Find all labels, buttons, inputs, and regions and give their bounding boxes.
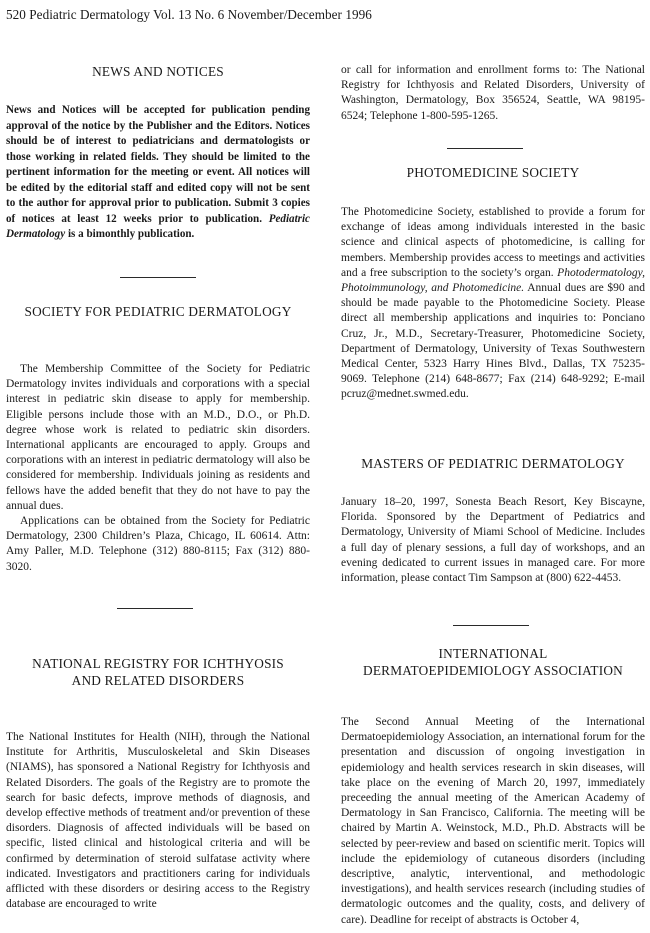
news-notices-text: News and Notices will be accepted for publication pending approval of the notice by the Publisher and the Editors. Notices should be of interest to pediatricians and dermatologists or those working in related fields. They should be limited to the pertinent information for the meeting or event. All notices will be edited by the editorial staff and edited copy will not be sent to the author for approval prior to publication. Submit 3 copies of notices at least 12 weeks prior to publication. bbox=[6, 104, 310, 225]
spd-paragraph-2: Applications can be obtained from the Society for Pediatric Dermatology, 2300 Children’s Plaza, Chicago, IL 60614. Attn: Amy Paller, M.D. Telephone (312) 880-8115; Fax (312) 880-3020. bbox=[6, 515, 310, 573]
ida-body bbox=[341, 715, 645, 928]
section-divider bbox=[117, 608, 193, 609]
ida-title-line-2: DERMATOEPIDEMIOLOGY ASSOCIATION bbox=[363, 663, 623, 678]
registry-continuation-block bbox=[341, 63, 645, 124]
photomedicine-paragraph bbox=[341, 205, 645, 403]
photomedicine-journal-italic: Photodermatology, Photoimmunology, and Photomedicine. bbox=[341, 266, 646, 295]
section-divider bbox=[120, 277, 196, 278]
masters-title: MASTERS OF PEDIATRIC DERMATOLOGY bbox=[361, 456, 625, 471]
registry-continuation: or call for information and enrollment forms to: The National Registry for Ichthyosis and Related Disorders, University of Washington, Dermatology, Box 356524, Seattle, WA 98195-6524; Telephone 1-800-595-1265. bbox=[341, 64, 645, 122]
ida-title-line-1: INTERNATIONAL bbox=[438, 646, 548, 661]
section-divider bbox=[447, 148, 523, 149]
masters-paragraph: January 18–20, 1997, Sonesta Beach Resort, Key Biscayne, Florida. Sponsored by the Department of Pediatrics and Dermatology, University of Miami School of Medicine. Includes a full day of plenary sessions, a full day of workshops, and an evening dedicated to current issues in managed care. For more information, please contact Tim Sampson at (800) 622-4453. bbox=[341, 496, 645, 585]
running-head: 520 Pediatric Dermatology Vol. 13 No. 6 November/December 1996 bbox=[6, 7, 372, 22]
spd-paragraph-1: The Membership Committee of the Society for Pediatric Dermatology invites individuals and corporations with a special interest in pediatric skin disease to apply for membership. Eligible persons include those with an M.D., D.O., or Ph.D. degree whose work is related to pediatric skin disorders. International applicants are encouraged to apply. Groups and corporations with an interest in pediatric dermatology will also be considered for membership. Individuals joining as residents and fellows have the added benefit that they do not have to pay the annual dues. bbox=[6, 363, 310, 512]
news-notices-body bbox=[6, 103, 310, 243]
registry-title-line-2: AND RELATED DISORDERS bbox=[71, 673, 245, 688]
ida-title bbox=[341, 645, 645, 679]
registry-title bbox=[6, 655, 310, 689]
spd-body bbox=[6, 362, 310, 575]
photomedicine-title: PHOTOMEDICINE SOCIETY bbox=[406, 165, 580, 180]
spd-title: SOCIETY FOR PEDIATRIC DERMATOLOGY bbox=[24, 304, 292, 319]
news-notices-title: NEWS AND NOTICES bbox=[92, 64, 224, 79]
section-divider bbox=[453, 625, 529, 626]
news-notices-text-end: is a bimonthly publication. bbox=[67, 228, 195, 240]
ida-paragraph: The Second Annual Meeting of the International Dermatoepidemiology Association, an international forum for the presentation and discussion of ongoing investigation in epidemiology and health services research in skin diseases, will take place on the evening of March 20, 1997, immediately preceeding the annual meeting of the American Academy of Dermatology in San Francisco, California. The meeting will be chaired by Martin A. Weinstock, M.D., Ph.D. Abstracts will be selected by peer-review and based on scientific merit. Topics will include the epidemiology of cutaneous disorders (including descriptive, analytic, interventional, and methodologic investigations), and health services research (including studies of dermatologic outcomes and the quality, costs, and delivery of care). Deadline for receipt of abstracts is October 4, bbox=[341, 716, 645, 926]
masters-body bbox=[341, 495, 645, 586]
photomedicine-text: The Photomedicine Society, established to provide a forum for exchange of ideas among individuals interested in the basic science and clinical aspects of photomedicine, is calling for members. Membership provides access to meetings and activities and a free subscription to the society’s organ. bbox=[341, 206, 645, 279]
photomedicine-body bbox=[341, 205, 645, 403]
news-notices-paragraph bbox=[6, 103, 310, 243]
registry-body bbox=[6, 730, 310, 912]
journal-name-italic: Pediatric Dermatology bbox=[6, 212, 310, 240]
photomedicine-text-end: Annual dues are $90 and should be made payable to the Photomedicine Society. Please direct all membership applications and inquiries to: Ponciano Cruz, Jr., M.D., Secretary-Treasurer, Photomedicine Society, Department of Dermatology, University of Texas Southwestern Medical Center, 5323 Harry Hines Blvd., Dallas, TX 75235-9069. Telephone (214) 648-8677; Fax (214) 648-9292; E-mail pcruz@mednet.swmed.edu. bbox=[341, 282, 646, 401]
registry-title-line-1: NATIONAL REGISTRY FOR ICHTHYOSIS bbox=[32, 656, 284, 671]
registry-paragraph: The National Institutes for Health (NIH), through the National Institute for Arthritis, Musculoskeletal and Skin Diseases (NIAMS), has sponsored a National Registry for Ichthyosis and Related Disorders. The goals of the Registry are to promote the search for basic defects, improve methods of diagnosis, and develop effective methods of treatment and/or prevention of these disorders. Diagnosis of affected individuals will be based on specific, listed clinical and histological criteria and will be confirmed by determination of steroid sulfatase activity where indicated. Investigators and practitioners caring for individuals afflicted with these disorders or desiring access to the Registry database are encouraged to write bbox=[6, 731, 310, 911]
